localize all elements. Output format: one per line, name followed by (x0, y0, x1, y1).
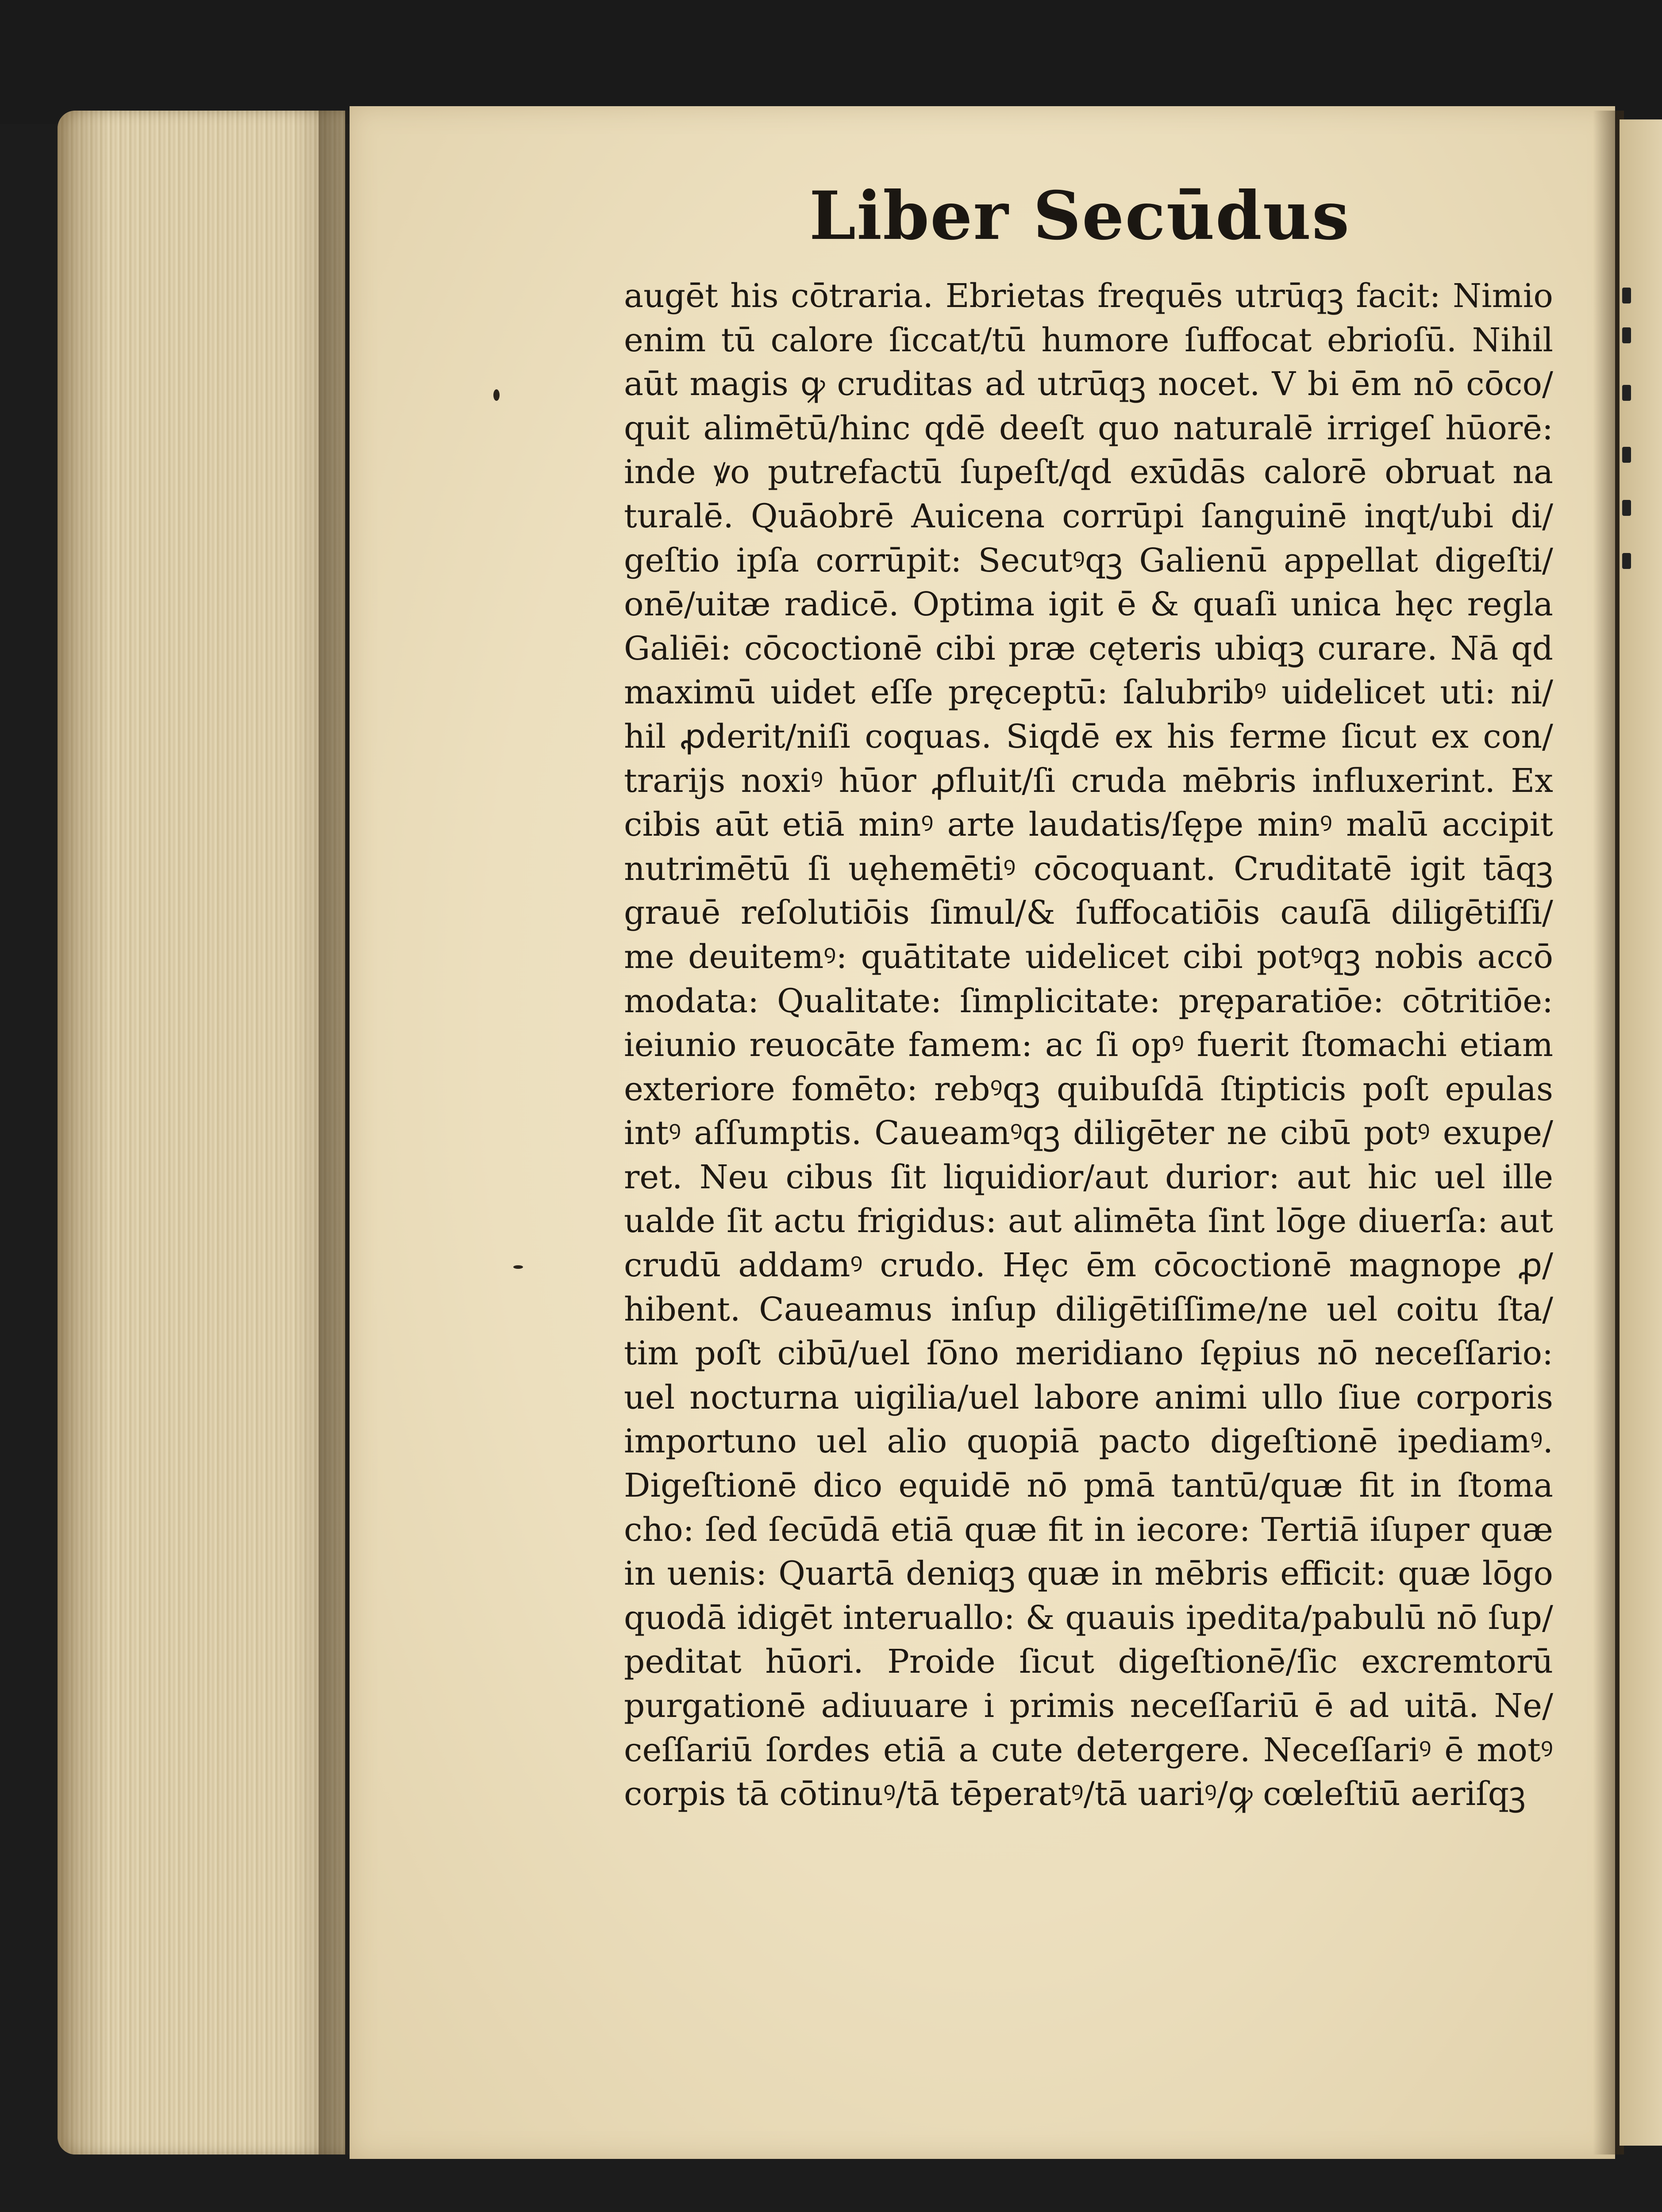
text-line: cibis aūt etiā minꝰ arte laudatis/ſępe minꝰ malū accipit (624, 806, 1553, 844)
text-line: hibent. Caueamus inſup diligētiſſime/ne uel coitu ſta/ (624, 1290, 1553, 1329)
facing-page-glyph (1622, 500, 1631, 516)
ink-speck (513, 1265, 523, 1269)
text-line: uel nocturna uigilia/uel labore animi ullo ſiue corporis (624, 1378, 1553, 1417)
text-line: turalē. Quāobrē Auicena corrūpi ſanguinē inqt/ubi di/ (624, 497, 1553, 535)
text-line: grauē reſolutiōis ſimul/& ſuffocatiōis cauſā diligētiſſi/ (624, 894, 1553, 932)
text-line: quit alimētū/hinc qdē deeſt quo naturalē irrigeſ hūorē: (624, 409, 1553, 447)
text-line: purgationē adiuuare i primis neceſſariū ē ad uitā. Ne/ (624, 1687, 1553, 1725)
text-line: trarijs noxiꝰ hūor ꝓfluit/ſi cruda mēbris influxerint. Ex (624, 761, 1553, 800)
text-line: exteriore fomēto: rebꝰqꝫ quibuſdā ſtipticis poſt epulas (624, 1070, 1553, 1108)
text-line: ret. Neu cibus ſit liquidior/aut durior: aut hic uel ille (624, 1158, 1553, 1196)
running-head: Liber Secūdus (809, 177, 1350, 255)
facing-page-glyph (1622, 385, 1631, 401)
text-line: peditat hūori. Proide ſicut digeſtionē/ſic excremtorū (624, 1643, 1553, 1681)
text-line: ceſſariū ſordes etiā a cute detergere. Neceſſariꝰ ē motꝰ (624, 1731, 1553, 1769)
text-line: modata: Qualitate: ſimplicitate: pręparatiōe: cōtritiōe: (624, 982, 1553, 1020)
text-line: crudū addamꝰ crudo. Hęc ēm cōcoctionē magnope ꝓ/ (624, 1246, 1553, 1285)
stacked-page-edges (58, 111, 345, 2154)
text-line: intꝰ aſſumptis. Caueamꝰqꝫ diligēter ne cibū potꝰ exupe/ (624, 1114, 1553, 1152)
text-line: Galiēi: cōcoctionē cibi præ cęteris ubiqꝫ curare. Nā qd (624, 629, 1553, 668)
text-line: onē/uitæ radicē. Optima igit ē & quaſi unica hęc regla (624, 585, 1553, 624)
facing-page-glyph (1622, 327, 1631, 343)
text-line: importuno uel alio quopiā pacto digeſtionē ipediamꝰ. (624, 1422, 1553, 1461)
text-line: inde ꝟo putrefactū ſupeſt/qd exūdās calorē obruat na (624, 453, 1553, 492)
text-line: ieiunio reuocāte famem: ac ſi opꝰ fuerit ſtomachi etiam (624, 1026, 1553, 1064)
text-line: augēt his cōtraria. Ebrietas frequēs utrūqꝫ facit: Nimio (624, 277, 1553, 315)
text-line: Digeſtionē dico equidē nō pmā tantū/quæ fit in ſtoma (624, 1467, 1553, 1505)
text-line: tim poſt cibū/uel ſōno meridiano ſępius nō neceſſario: (624, 1334, 1553, 1373)
text-line: enim tū calore ſiccat/tū humore ſuffocat ebrioſū. Nihil (624, 321, 1553, 359)
text-line: aūt magis ꝙ cruditas ad utrūqꝫ nocet. V bi ēm nō cōco/ (624, 365, 1553, 403)
facing-page-glyph (1622, 447, 1631, 463)
facing-page-glyph (1622, 553, 1631, 569)
facing-page-glyph (1622, 288, 1631, 303)
text-line: cho: ſed ſecūdā etiā quæ fit in iecore: Tertiā iſuper quæ (624, 1510, 1553, 1549)
text-line: corpis tā cōtinuꝰ/tā tēperatꝰ/tā uariꝰ/ꝙ cœleſtiū aeriſqꝫ (624, 1775, 1526, 1813)
text-line: ualde ſit actu frigidus: aut alimēta ſint lōge diuerſa: aut (624, 1202, 1553, 1240)
text-line: in uenis: Quartā deniqꝫ quæ in mēbris efficit: quæ lōgo (624, 1555, 1553, 1593)
text-line: nutrimētū ſi uęhemētiꝰ cōcoquant. Cruditatē igit tāqꝫ (624, 849, 1553, 888)
facing-page-edge (1620, 119, 1662, 2146)
text-line: maximū uidet eſſe pręceptū: ſalubribꝰ uidelicet uti: ni/ (624, 673, 1553, 712)
backdrop (0, 0, 1662, 124)
text-block (624, 274, 1553, 1816)
ink-speck (493, 389, 500, 401)
text-line: geſtio ipſa corrūpit: Secutꝰqꝫ Galienū appellat digeſti/ (624, 541, 1553, 580)
text-line: hil ꝓderit/niſi coquas. Siqdē ex his ferme ſicut ex con/ (624, 717, 1553, 756)
text-line: quodā idigēt interuallo: & quauis ipedita/pabulū nō ſup/ (624, 1598, 1553, 1637)
text-line: me deuitemꝰ: quātitate uidelicet cibi potꝰqꝫ nobis accō (624, 937, 1553, 976)
